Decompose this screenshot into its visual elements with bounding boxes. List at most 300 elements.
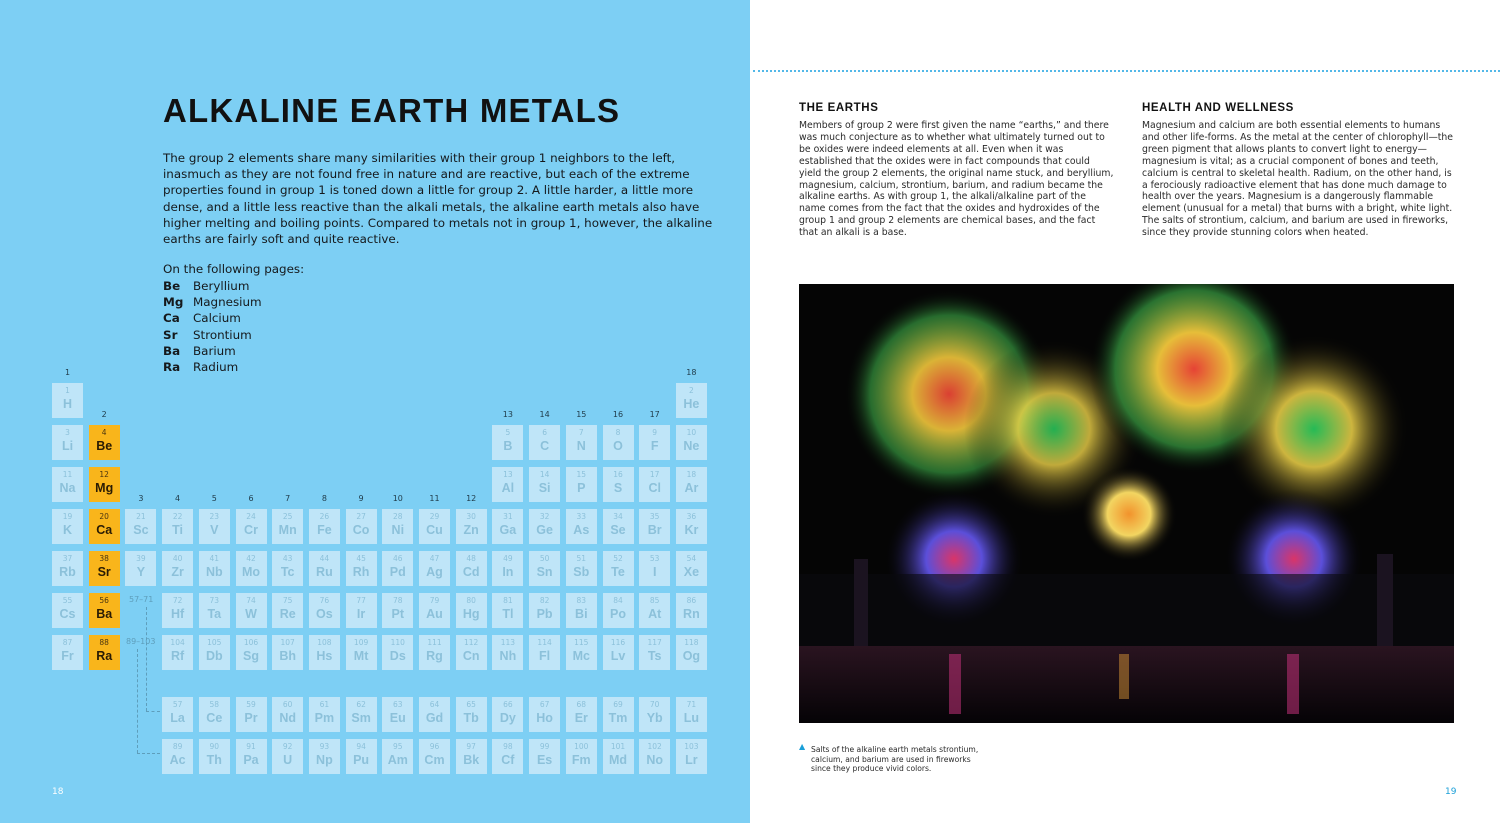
element-symbol: Ds xyxy=(389,649,406,663)
element-cell-ga xyxy=(492,509,523,544)
element-symbol: Rn xyxy=(683,607,700,621)
dotted-rule xyxy=(753,70,1500,72)
element-symbol: Lu xyxy=(683,711,700,725)
element-symbol: As xyxy=(573,523,590,537)
element-symbol: N xyxy=(576,439,586,453)
element-symbol: Y xyxy=(136,565,146,579)
element-cell-db xyxy=(199,635,230,670)
atomic-number: 15 xyxy=(576,470,587,479)
element-symbol: Cs xyxy=(59,607,76,621)
atomic-number: 47 xyxy=(429,554,440,563)
element-cell-gd xyxy=(419,697,450,732)
atomic-number: 43 xyxy=(282,554,293,563)
group-label: 16 xyxy=(612,410,624,419)
element-cell-ce xyxy=(199,697,230,732)
element-cell-fm xyxy=(566,739,597,774)
earths-paragraph: Members of group 2 were first given the name “earths,” and there was much conjecture as to whether what ultimately turned out to be oxides were indeed elements at all. Even when it was established that the oxides were in fact compounds that could yield the group 2 elements, the original name stuck, and beryllium, magnesium, calcium, strontium, barium, and radium became the alkaline earths. As with group 1, the alkali/alkaline part of the name comes from the fact that the oxides and hydroxides of the group 1 and group 2 elements are chemical bases, and the fact that an alkali is a base. xyxy=(799,120,1114,239)
atomic-number: 60 xyxy=(282,700,293,709)
element-cell-sc xyxy=(125,509,156,544)
element-cell-as xyxy=(566,509,597,544)
element-symbol: Ra xyxy=(163,359,181,374)
element-name: Radium xyxy=(193,359,239,374)
element-cell-ba xyxy=(89,593,120,628)
element-cell-p xyxy=(566,467,597,502)
element-symbol: Dy xyxy=(499,711,516,725)
element-symbol: Sc xyxy=(133,523,149,537)
element-cell-al xyxy=(492,467,523,502)
atomic-number: 56 xyxy=(99,596,109,605)
element-symbol: Br xyxy=(647,523,662,537)
element-symbol: Cf xyxy=(501,753,515,767)
element-cell-br xyxy=(639,509,670,544)
group-label: 5 xyxy=(211,494,217,503)
list-item xyxy=(163,278,262,294)
group-label: 11 xyxy=(429,494,440,503)
element-symbol: W xyxy=(245,607,257,621)
element-symbol: Sr xyxy=(97,565,111,579)
atomic-number: 46 xyxy=(393,554,403,563)
element-cell-ne xyxy=(676,425,707,460)
element-symbol: Mn xyxy=(278,523,297,537)
atomic-number: 8 xyxy=(615,428,621,437)
group-label: 15 xyxy=(576,410,587,419)
page-title: ALKALINE EARTH METALS xyxy=(163,92,621,129)
list-item xyxy=(163,359,262,375)
element-cell-y xyxy=(125,551,156,586)
atomic-number: 70 xyxy=(649,700,660,709)
atomic-number: 100 xyxy=(574,742,589,751)
atomic-number: 41 xyxy=(209,554,220,563)
element-symbol: Sb xyxy=(573,565,590,579)
element-symbol: Er xyxy=(574,711,588,725)
element-cell-s xyxy=(603,467,634,502)
element-symbol: Ca xyxy=(96,523,113,537)
element-symbol: Na xyxy=(59,481,76,495)
atomic-number: 34 xyxy=(613,512,623,521)
atomic-number: 24 xyxy=(246,512,256,521)
element-symbol: Tb xyxy=(463,711,479,725)
atomic-number: 13 xyxy=(503,470,513,479)
atomic-number: 35 xyxy=(649,512,660,521)
element-cell-se xyxy=(603,509,634,544)
list-item xyxy=(163,310,262,326)
caption-text: Salts of the alkaline earth metals strontium, calcium, and barium are used in fireworks since they produce vivid colors. xyxy=(811,745,979,774)
element-symbol: Hs xyxy=(316,649,333,663)
element-symbol: Nb xyxy=(205,565,223,579)
element-symbol: Cm xyxy=(424,753,445,767)
atomic-number: 65 xyxy=(466,700,476,709)
element-cell-ar xyxy=(676,467,707,502)
element-cell-ra xyxy=(89,635,120,670)
element-symbol: Np xyxy=(316,753,333,767)
atomic-number: 104 xyxy=(170,638,185,647)
element-cell-cu xyxy=(419,509,450,544)
element-cell-ta xyxy=(199,593,230,628)
element-symbol: Ba xyxy=(96,607,113,621)
atomic-number: 76 xyxy=(319,596,330,605)
triangle-up-icon: ▲ xyxy=(799,742,806,751)
element-cell-es xyxy=(529,739,560,774)
atomic-number: 45 xyxy=(356,554,366,563)
element-symbol: Hg xyxy=(462,607,480,621)
health-paragraph: Magnesium and calcium are both essential elements to humans and other life-forms. As the metal at the center of chlorophyll—the green pigment that allows plants to convert light to energy—magnesium is vital; as a crucial component of bones and teeth, calcium is central to skeletal health. Radium, on the other hand, is a ferociously radioactive element that has done much damage to health over the years. Magnesium is a dangerously flammable element (unusual for a metal) that burns with a bright, white light. The salts of strontium, calcium, and barium are used in fireworks, since they provide stunning colors when heated. xyxy=(1142,120,1454,239)
element-symbol: Zr xyxy=(171,565,184,579)
atomic-number: 93 xyxy=(319,742,330,751)
atomic-number: 61 xyxy=(319,700,330,709)
atomic-number: 98 xyxy=(503,742,513,751)
atomic-number: 92 xyxy=(282,742,293,751)
element-cell-tb xyxy=(456,697,487,732)
element-cell-mo xyxy=(236,551,267,586)
element-symbol: No xyxy=(646,753,664,767)
element-cell-pr xyxy=(236,697,267,732)
atomic-number: 95 xyxy=(393,742,403,751)
element-cell-lu xyxy=(676,697,707,732)
element-cell-cn xyxy=(456,635,487,670)
element-symbol: Bh xyxy=(279,649,297,663)
following-elements-list xyxy=(163,278,262,375)
element-symbol: Og xyxy=(682,649,701,663)
element-cell-n xyxy=(566,425,597,460)
element-symbol: Ra xyxy=(96,649,113,663)
atomic-number: 18 xyxy=(686,470,697,479)
element-symbol: Be xyxy=(163,279,181,293)
element-symbol: Fm xyxy=(571,753,591,767)
element-cell-bh xyxy=(272,635,303,670)
atomic-number: 106 xyxy=(243,638,259,647)
earths-heading: THE EARTHS xyxy=(799,102,879,114)
element-symbol: Cu xyxy=(426,523,443,537)
page-number: 18 xyxy=(52,787,64,797)
atomic-number: 38 xyxy=(99,554,109,563)
element-symbol: Cn xyxy=(462,649,480,663)
element-symbol: Lr xyxy=(685,753,698,767)
element-name: Barium xyxy=(193,343,236,358)
atomic-number: 39 xyxy=(136,554,146,563)
element-symbol: Pm xyxy=(314,711,335,725)
element-symbol: Sg xyxy=(243,649,259,663)
atomic-number: 87 xyxy=(62,638,73,647)
element-symbol: Ac xyxy=(169,753,186,767)
atomic-number: 113 xyxy=(500,638,516,647)
atomic-number: 36 xyxy=(686,512,697,521)
atomic-number: 63 xyxy=(393,700,403,709)
health-heading: HEALTH AND WELLNESS xyxy=(1142,102,1294,114)
element-cell-cd xyxy=(456,551,487,586)
group-label: 1 xyxy=(64,368,71,377)
atomic-number: 21 xyxy=(136,512,146,521)
atomic-number: 10 xyxy=(686,428,697,437)
element-name: Calcium xyxy=(193,311,241,326)
element-cell-rn xyxy=(676,593,707,628)
following-pages-label: On the following pages: xyxy=(163,262,305,276)
atomic-number: 58 xyxy=(209,700,220,709)
element-symbol: Pu xyxy=(353,753,370,767)
element-cell-no xyxy=(639,739,670,774)
atomic-number: 20 xyxy=(99,512,109,521)
atomic-number: 107 xyxy=(280,638,295,647)
element-symbol: At xyxy=(648,607,662,621)
element-symbol: Mt xyxy=(353,649,369,663)
list-item xyxy=(163,294,262,310)
actinide-range-label: 89–103 xyxy=(126,637,156,646)
element-symbol: Nh xyxy=(499,649,517,663)
element-symbol: Sm xyxy=(351,711,371,725)
atomic-number: 23 xyxy=(209,512,220,521)
element-symbol: Mg xyxy=(95,481,114,495)
atomic-number: 30 xyxy=(466,512,476,521)
element-cell-tm xyxy=(603,697,634,732)
element-symbol: Rh xyxy=(352,565,370,579)
element-cell-am xyxy=(382,739,413,774)
element-symbol: Au xyxy=(426,607,443,621)
element-symbol: Tl xyxy=(502,607,514,621)
element-cell-cf xyxy=(492,739,523,774)
element-cell-tc xyxy=(272,551,303,586)
element-cell-cs xyxy=(52,593,83,628)
atomic-number: 85 xyxy=(649,596,660,605)
element-symbol: Th xyxy=(206,753,222,767)
element-cell-au xyxy=(419,593,450,628)
atomic-number: 5 xyxy=(505,428,511,437)
list-item xyxy=(163,327,262,343)
element-cell-lr xyxy=(676,739,707,774)
element-cell-sn xyxy=(529,551,560,586)
element-cell-li xyxy=(52,425,83,460)
atomic-number: 2 xyxy=(689,386,694,395)
atomic-number: 110 xyxy=(390,638,405,647)
atomic-number: 25 xyxy=(282,512,293,521)
element-cell-zn xyxy=(456,509,487,544)
element-name: Beryllium xyxy=(193,279,250,293)
element-cell-dy xyxy=(492,697,523,732)
atomic-number: 54 xyxy=(686,554,697,563)
element-cell-te xyxy=(603,551,634,586)
atomic-number: 117 xyxy=(647,638,662,647)
element-cell-pd xyxy=(382,551,413,586)
atomic-number: 14 xyxy=(539,470,550,479)
atomic-number: 84 xyxy=(613,596,623,605)
element-symbol: Ar xyxy=(684,481,699,495)
atomic-number: 68 xyxy=(576,700,587,709)
element-cell-o xyxy=(603,425,634,460)
list-item xyxy=(163,343,262,359)
element-cell-ts xyxy=(639,635,670,670)
element-symbol: Pa xyxy=(243,753,259,767)
element-symbol: Bi xyxy=(575,607,588,621)
element-cell-hs xyxy=(309,635,340,670)
element-symbol: Ir xyxy=(356,607,366,621)
element-cell-na xyxy=(52,467,83,502)
element-cell-yb xyxy=(639,697,670,732)
element-symbol: Zn xyxy=(463,523,479,537)
element-cell-he xyxy=(676,383,707,418)
atomic-number: 73 xyxy=(209,596,220,605)
atomic-number: 80 xyxy=(466,596,476,605)
group-label: 4 xyxy=(175,494,181,503)
atomic-number: 91 xyxy=(246,742,256,751)
element-cell-h xyxy=(52,383,83,418)
element-symbol: O xyxy=(613,439,623,453)
element-symbol: I xyxy=(652,565,657,579)
element-cell-mt xyxy=(346,635,377,670)
atomic-number: 40 xyxy=(172,554,183,563)
element-symbol: Co xyxy=(352,523,370,537)
element-cell-th xyxy=(199,739,230,774)
atomic-number: 27 xyxy=(356,512,366,521)
atomic-number: 74 xyxy=(246,596,256,605)
element-cell-b xyxy=(492,425,523,460)
element-symbol: Md xyxy=(608,753,628,767)
element-symbol: In xyxy=(502,565,514,579)
element-symbol: Fr xyxy=(61,649,74,663)
element-cell-bi xyxy=(566,593,597,628)
atomic-number: 108 xyxy=(317,638,332,647)
element-cell-kr xyxy=(676,509,707,544)
element-symbol: Ti xyxy=(172,523,184,537)
element-cell-mg xyxy=(89,467,120,502)
element-symbol: Ru xyxy=(316,565,333,579)
atomic-number: 59 xyxy=(246,700,256,709)
element-symbol: Ta xyxy=(207,607,222,621)
element-cell-f xyxy=(639,425,670,460)
atomic-number: 33 xyxy=(576,512,587,521)
atomic-number: 50 xyxy=(539,554,550,563)
actinide-connector xyxy=(137,649,138,753)
element-name: Strontium xyxy=(193,327,252,342)
element-symbol: Bk xyxy=(463,753,480,767)
atomic-number: 102 xyxy=(647,742,662,751)
element-cell-ge xyxy=(529,509,560,544)
element-cell-at xyxy=(639,593,670,628)
atomic-number: 112 xyxy=(464,638,479,647)
element-symbol: Ho xyxy=(536,711,553,725)
atomic-number: 101 xyxy=(610,742,626,751)
element-symbol: Nd xyxy=(279,711,297,725)
element-cell-ni xyxy=(382,509,413,544)
element-symbol: Re xyxy=(279,607,296,621)
atomic-number: 16 xyxy=(613,470,623,479)
element-symbol: Mo xyxy=(241,565,261,579)
element-cell-rg xyxy=(419,635,450,670)
element-symbol: Rb xyxy=(59,565,76,579)
atomic-number: 69 xyxy=(613,700,623,709)
atomic-number: 79 xyxy=(429,596,440,605)
group-label: 17 xyxy=(649,410,660,419)
element-symbol: He xyxy=(683,397,700,411)
group-label: 3 xyxy=(138,494,144,503)
atomic-number: 90 xyxy=(209,742,220,751)
element-cell-ti xyxy=(162,509,193,544)
element-symbol: Te xyxy=(611,565,625,579)
group-label: 18 xyxy=(686,368,697,377)
element-symbol: Ce xyxy=(206,711,223,725)
atomic-number: 53 xyxy=(649,554,660,563)
element-cell-re xyxy=(272,593,303,628)
element-symbol: Rg xyxy=(426,649,443,663)
element-symbol: V xyxy=(210,523,219,537)
element-symbol: Be xyxy=(96,439,113,453)
element-symbol: Si xyxy=(538,481,551,495)
atomic-number: 42 xyxy=(246,554,256,563)
element-cell-md xyxy=(603,739,634,774)
element-cell-zr xyxy=(162,551,193,586)
element-symbol: Ne xyxy=(683,439,700,453)
element-symbol: Ni xyxy=(391,523,405,537)
actinide-connector-end xyxy=(137,753,160,754)
element-cell-mc xyxy=(566,635,597,670)
lanthanide-connector-end xyxy=(146,711,160,712)
atomic-number: 57 xyxy=(172,700,183,709)
group-label: 6 xyxy=(248,494,254,503)
element-cell-sr xyxy=(89,551,120,586)
atomic-number: 19 xyxy=(62,512,73,521)
atomic-number: 28 xyxy=(393,512,403,521)
element-cell-sb xyxy=(566,551,597,586)
element-cell-cr xyxy=(236,509,267,544)
atomic-number: 29 xyxy=(429,512,440,521)
element-cell-po xyxy=(603,593,634,628)
element-symbol: Yb xyxy=(646,711,663,725)
element-cell-in xyxy=(492,551,523,586)
element-symbol: Db xyxy=(205,649,223,663)
element-cell-hf xyxy=(162,593,193,628)
atomic-number: 7 xyxy=(578,428,584,437)
element-symbol: Xe xyxy=(683,565,700,579)
element-symbol: K xyxy=(62,523,73,537)
atomic-number: 6 xyxy=(542,428,547,437)
atomic-number: 55 xyxy=(62,596,73,605)
element-cell-ag xyxy=(419,551,450,586)
element-cell-tl xyxy=(492,593,523,628)
atomic-number: 118 xyxy=(684,638,699,647)
element-cell-sm xyxy=(346,697,377,732)
atomic-number: 37 xyxy=(62,554,73,563)
element-cell-i xyxy=(639,551,670,586)
element-cell-co xyxy=(346,509,377,544)
element-symbol: Cr xyxy=(244,523,258,537)
element-cell-nh xyxy=(492,635,523,670)
atomic-number: 82 xyxy=(539,596,550,605)
element-cell-ac xyxy=(162,739,193,774)
element-cell-cm xyxy=(419,739,450,774)
atomic-number: 11 xyxy=(62,470,73,479)
lanthanide-connector xyxy=(146,607,147,711)
element-cell-ir xyxy=(346,593,377,628)
element-symbol: U xyxy=(283,753,293,767)
group-label: 10 xyxy=(392,494,403,503)
atomic-number: 81 xyxy=(503,596,513,605)
element-symbol: Hf xyxy=(170,607,185,621)
element-symbol: Sn xyxy=(536,565,553,579)
element-symbol: Gd xyxy=(425,711,444,725)
element-cell-fl xyxy=(529,635,560,670)
element-cell-pa xyxy=(236,739,267,774)
element-symbol: Ge xyxy=(536,523,553,537)
element-symbol: Rf xyxy=(170,649,185,663)
element-symbol: H xyxy=(62,397,73,411)
element-cell-rf xyxy=(162,635,193,670)
element-symbol: C xyxy=(540,439,550,453)
element-name: Magnesium xyxy=(193,295,262,310)
element-cell-la xyxy=(162,697,193,732)
element-cell-rh xyxy=(346,551,377,586)
element-symbol: Tc xyxy=(280,565,295,579)
element-cell-fe xyxy=(309,509,340,544)
atomic-number: 49 xyxy=(503,554,513,563)
atomic-number: 109 xyxy=(353,638,369,647)
atomic-number: 89 xyxy=(172,742,183,751)
